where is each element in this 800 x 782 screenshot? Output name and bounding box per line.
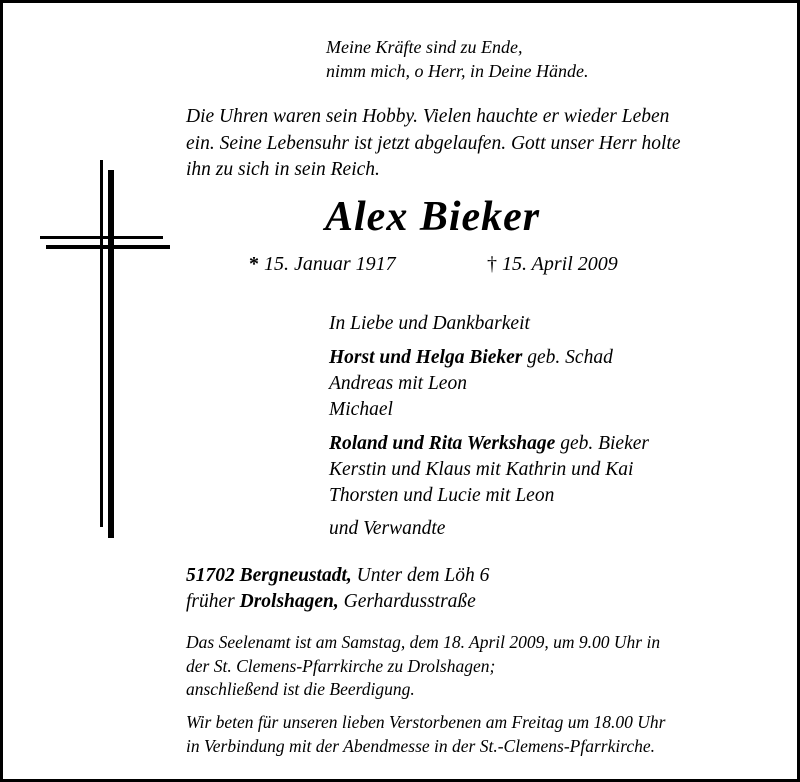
tribute-line-1: Die Uhren waren sein Hobby. Vielen hauchte er wieder Leben: [186, 106, 670, 127]
family-1-line-3: Michael: [329, 399, 393, 420]
service-line-1: Das Seelenamt ist am Samstag, dem 18. April 2009, um 9.00 Uhr in: [186, 632, 661, 652]
motto-line-2: nimm mich, o Herr, in Deine Hände.: [326, 61, 589, 81]
prayer-line-2: in Verbindung mit der Abendmesse in der St.-Clemens-Pfarrkirche.: [186, 736, 656, 756]
relatives-line: und Verwandte: [329, 518, 446, 539]
address-former-city: Drolshagen,: [239, 591, 339, 612]
family-2-line-2: Kerstin und Klaus mit Kathrin und Kai: [329, 459, 634, 480]
address-current-street: Unter dem Löh 6: [351, 565, 490, 586]
address-former-prefix: früher: [186, 591, 240, 612]
deceased-name: Alex Bieker: [325, 194, 541, 240]
family-1-heading: [329, 345, 613, 371]
death-date-value: 15. April 2009: [502, 253, 618, 275]
service-line-3: anschließend ist die Beerdigung.: [186, 679, 415, 699]
mourners-intro: In Liebe und Dankbarkeit: [329, 313, 530, 334]
birth-star-icon: *: [249, 253, 259, 275]
family-2-heading: [329, 431, 649, 457]
address-former-street: Gerhardusstraße: [338, 591, 476, 612]
address-current: [186, 563, 489, 589]
family-1-suffix: geb. Schad: [522, 347, 613, 368]
motto-line-1: Meine Kräfte sind zu Ende,: [326, 37, 523, 57]
tribute-line-3: ihn zu sich in sein Reich.: [186, 159, 380, 180]
service-line-2: der St. Clemens-Pfarrkirche zu Drolshagen;: [186, 656, 496, 676]
death-date: [487, 253, 618, 276]
prayer-line-1: Wir beten für unseren lieben Verstorbenen am Freitag um 18.00 Uhr: [186, 712, 666, 732]
dagger-icon: †: [487, 253, 497, 275]
birth-date: [249, 253, 396, 276]
tribute-line-2: ein. Seine Lebensuhr ist jetzt abgelaufen. Gott unser Herr holte: [186, 133, 681, 154]
family-1-line-2: Andreas mit Leon: [329, 373, 467, 394]
family-1-name: Horst und Helga Bieker: [329, 347, 523, 368]
address-current-city: 51702 Bergneustadt,: [186, 565, 352, 586]
family-2-name: Roland und Rita Werkshage: [329, 433, 556, 454]
family-2-suffix: geb. Bieker: [555, 433, 649, 454]
address-former: [186, 589, 476, 615]
family-2-line-3: Thorsten und Lucie mit Leon: [329, 485, 555, 506]
birth-date-value: 15. Januar 1917: [264, 253, 396, 275]
